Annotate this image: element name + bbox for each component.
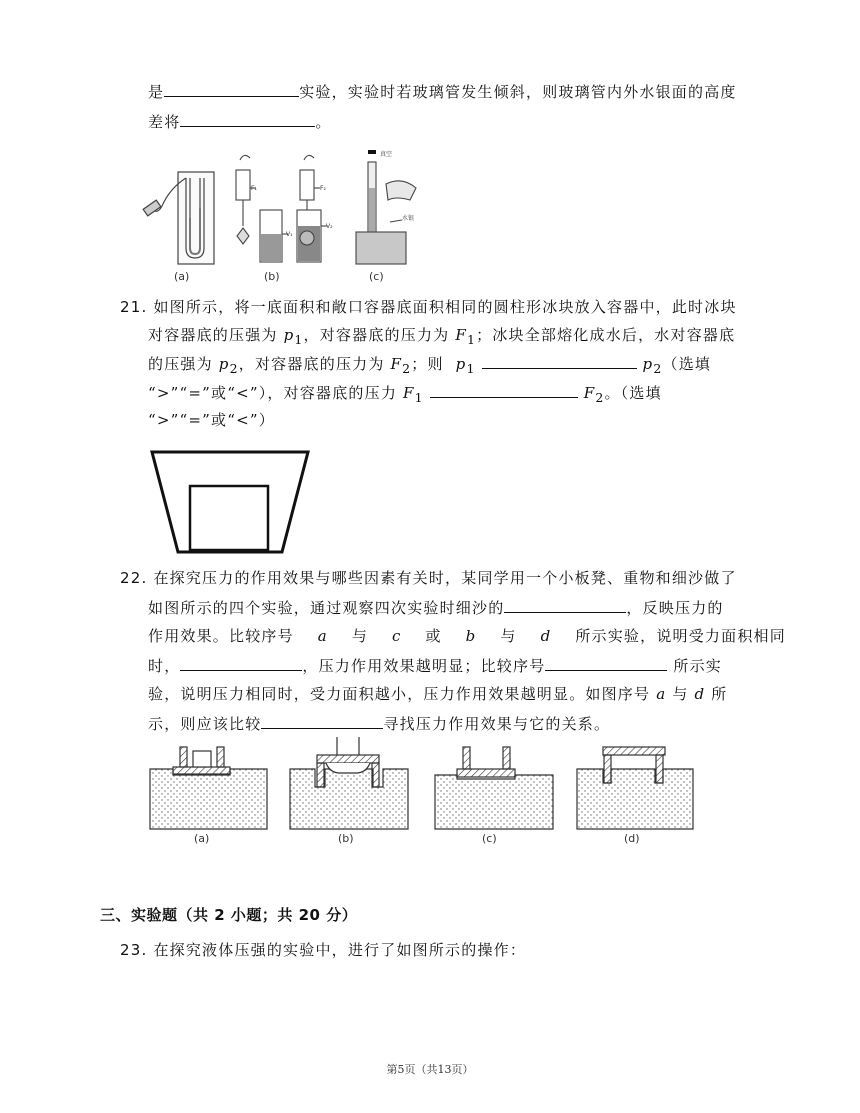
q20-figure: [140, 148, 430, 283]
q22-line-3: 作用效果。比较序号 a 与 c 或 b 与 d 所示实验，说明受力面积相同: [148, 627, 786, 645]
svg-text:V₂: V₂: [326, 223, 333, 230]
spring-scale-b: [236, 155, 288, 262]
q21-blank-1[interactable]: [482, 353, 637, 369]
q22-blank-2[interactable]: [180, 655, 302, 671]
svg-text:真空: 真空: [380, 151, 393, 158]
q22-caption-a: (a): [194, 832, 210, 845]
experiment-a: [150, 747, 267, 829]
q23-line-1: 23. 在探究液体压强的实验中，进行了如图所示的操作：: [120, 941, 527, 959]
q23-number: 23.: [120, 941, 148, 959]
q22-blank-3[interactable]: [545, 655, 667, 671]
q20-line-1: 是 实验，实验时若玻璃管发生倾斜，则玻璃管内外水银面的高度: [148, 83, 737, 101]
q22-line-2: 如图所示的四个实验，通过观察四次实验时细沙的 ，反映压力的: [148, 599, 724, 617]
experiment-d: [577, 747, 693, 829]
q22-line-5: 验，说明压力相同时，受力面积越小，压力作用效果越明显。如图序号 a 与 d 所: [148, 685, 728, 703]
svg-text:F₁: F₁: [251, 185, 257, 192]
q20-blank-1[interactable]: [164, 81, 299, 97]
q22-caption-d: (d): [624, 832, 640, 845]
q22-line-6: 示，则应该比较 寻找压力作用效果与它的关系。: [148, 715, 611, 733]
q20-line-2: 差将 。: [148, 113, 332, 131]
experiment-c: [435, 747, 553, 829]
experiment-b: [290, 737, 408, 829]
q21-line-3: 的压强为 $p_2$，对容器底的压力为 $F_2$；则 $p_1$ $p_2$（选填: [148, 355, 712, 376]
svg-text:F₂: F₂: [320, 185, 326, 192]
q22-number: 22.: [120, 569, 148, 587]
q21-figure: [150, 450, 310, 556]
q21-line-1: 21. 如图所示，将一底面积和敞口容器底面积相同的圆柱形冰块放入容器中，此时冰块: [120, 298, 737, 316]
q20-caption-a: (a): [174, 270, 190, 283]
q22-line-4: 时， ，压力作用效果越明显；比较序号 所示实: [148, 657, 722, 675]
svg-text:V₁: V₁: [286, 231, 293, 238]
q22-blank-1[interactable]: [504, 597, 626, 613]
q21-number: 21.: [120, 298, 148, 316]
q21-line-5: “>”“=”或“<”）: [148, 411, 275, 429]
vacuum-marker: [368, 150, 376, 154]
svg-text:水银: 水银: [402, 215, 415, 222]
q21-line-4: “>”“=”或“<”），对容器底的压力 $F_1$ $F_2$。（选填: [148, 384, 662, 405]
page-footer: 第5页（共13页）: [386, 1063, 474, 1076]
spring-scale-b2: [297, 155, 327, 262]
q22-figure: [145, 735, 705, 835]
ice-block: [190, 486, 268, 550]
q20-blank-2[interactable]: [180, 111, 315, 127]
q22-blank-4[interactable]: [261, 713, 383, 729]
q20-caption-c: (c): [369, 270, 384, 283]
q22-caption-b: (b): [338, 832, 354, 845]
section-heading: 三、实验题（共 2 小题；共 20 分）: [100, 906, 358, 924]
q22-caption-c: (c): [482, 832, 497, 845]
u-tube-manometer: [143, 172, 214, 264]
q21-line-2: 对容器底的压强为 $p_1$，对容器底的压力为 $F_1$；冰块全部熔化成水后，水对容器底: [148, 326, 736, 347]
torricelli-tube: [356, 162, 416, 264]
q22-line-1: 22. 在探究压力的作用效果与哪些因素有关时，某同学用一个小板凳、重物和细沙做了: [120, 569, 737, 587]
q20-caption-b: (b): [264, 270, 280, 283]
q21-blank-2[interactable]: [430, 382, 578, 398]
